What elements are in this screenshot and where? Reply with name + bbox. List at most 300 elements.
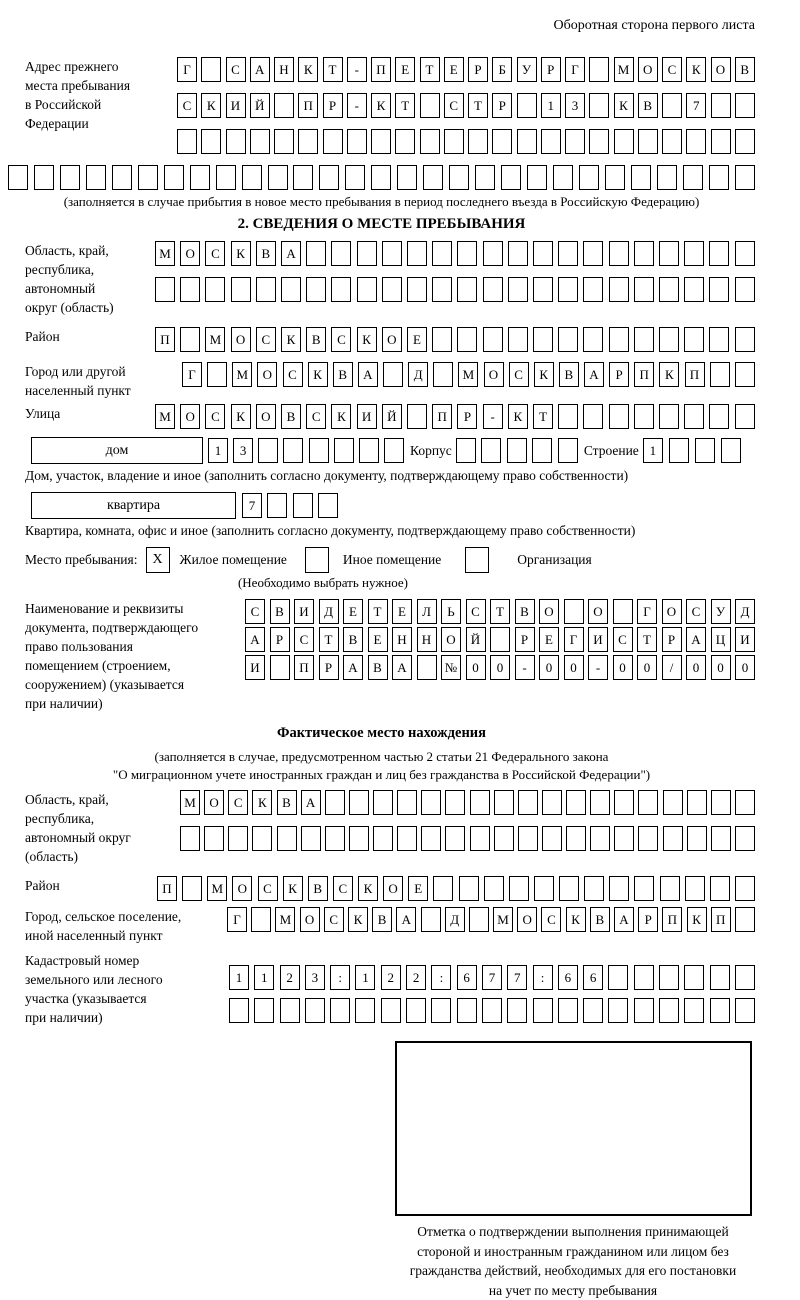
grid-cell[interactable] bbox=[659, 327, 679, 352]
grid-cell[interactable] bbox=[684, 404, 704, 429]
grid-cell[interactable]: 6 bbox=[583, 965, 603, 990]
grid-cell[interactable] bbox=[449, 165, 469, 190]
grid-cell[interactable] bbox=[470, 790, 490, 815]
grid-cell[interactable] bbox=[518, 826, 538, 851]
grid-cell[interactable] bbox=[445, 826, 465, 851]
grid-cell[interactable]: Р bbox=[319, 655, 339, 680]
grid-cell[interactable] bbox=[566, 790, 586, 815]
grid-cell[interactable] bbox=[204, 826, 224, 851]
grid-cell[interactable]: Т bbox=[637, 627, 657, 652]
grid-cell[interactable]: С bbox=[444, 93, 464, 118]
grid-cell[interactable]: Т bbox=[319, 627, 339, 652]
grid-cell[interactable]: К bbox=[659, 362, 679, 387]
grid-cell[interactable] bbox=[190, 165, 210, 190]
grid-cell[interactable]: 3 bbox=[565, 93, 585, 118]
grid-cell[interactable]: - bbox=[347, 57, 367, 82]
grid-cell[interactable]: И bbox=[588, 627, 608, 652]
grid-cell[interactable] bbox=[583, 998, 603, 1023]
grid-cell[interactable]: Т bbox=[368, 599, 388, 624]
grid-cell[interactable] bbox=[583, 241, 603, 266]
grid-cell[interactable]: : bbox=[533, 965, 553, 990]
grid-cell[interactable]: О bbox=[382, 327, 402, 352]
grid-cell[interactable]: 1 bbox=[229, 965, 249, 990]
apartment-type-field[interactable]: квартира bbox=[31, 492, 236, 519]
grid-cell[interactable] bbox=[711, 826, 731, 851]
grid-cell[interactable] bbox=[421, 790, 441, 815]
grid-cell[interactable]: И bbox=[294, 599, 314, 624]
grid-cell[interactable] bbox=[669, 438, 689, 463]
grid-cell[interactable]: Е bbox=[343, 599, 363, 624]
grid-cell[interactable]: : bbox=[431, 965, 451, 990]
grid-cell[interactable] bbox=[735, 129, 755, 154]
grid-cell[interactable] bbox=[533, 277, 553, 302]
grid-cell[interactable]: Е bbox=[408, 876, 428, 901]
grid-cell[interactable]: М bbox=[207, 876, 227, 901]
grid-cell[interactable] bbox=[433, 362, 453, 387]
grid-cell[interactable]: С bbox=[324, 907, 344, 932]
grid-cell[interactable]: К bbox=[331, 404, 351, 429]
grid-cell[interactable] bbox=[564, 599, 584, 624]
grid-cell[interactable] bbox=[558, 998, 578, 1023]
grid-cell[interactable]: А bbox=[301, 790, 321, 815]
grid-cell[interactable] bbox=[318, 493, 338, 518]
grid-cell[interactable]: Н bbox=[417, 627, 437, 652]
grid-cell[interactable] bbox=[432, 327, 452, 352]
grid-cell[interactable] bbox=[331, 277, 351, 302]
grid-cell[interactable]: В bbox=[333, 362, 353, 387]
grid-cell[interactable]: - bbox=[347, 93, 367, 118]
grid-cell[interactable]: А bbox=[343, 655, 363, 680]
grid-cell[interactable] bbox=[558, 438, 578, 463]
grid-cell[interactable] bbox=[433, 876, 453, 901]
grid-cell[interactable] bbox=[517, 129, 537, 154]
grid-cell[interactable]: О bbox=[257, 362, 277, 387]
grid-cell[interactable]: О bbox=[484, 362, 504, 387]
grid-cell[interactable] bbox=[270, 655, 290, 680]
grid-cell[interactable] bbox=[662, 93, 682, 118]
grid-cell[interactable]: В bbox=[281, 404, 301, 429]
grid-cell[interactable] bbox=[711, 129, 731, 154]
grid-cell[interactable]: У bbox=[711, 599, 731, 624]
grid-cell[interactable]: 6 bbox=[558, 965, 578, 990]
grid-cell[interactable] bbox=[373, 790, 393, 815]
grid-cell[interactable] bbox=[281, 277, 301, 302]
grid-cell[interactable] bbox=[331, 241, 351, 266]
grid-cell[interactable] bbox=[325, 790, 345, 815]
grid-cell[interactable] bbox=[384, 438, 404, 463]
grid-cell[interactable] bbox=[533, 241, 553, 266]
grid-cell[interactable] bbox=[226, 129, 246, 154]
house-type-field[interactable]: дом bbox=[31, 437, 203, 464]
grid-cell[interactable] bbox=[584, 876, 604, 901]
grid-cell[interactable] bbox=[710, 965, 730, 990]
grid-cell[interactable]: В bbox=[306, 327, 326, 352]
grid-cell[interactable]: О bbox=[441, 627, 461, 652]
grid-cell[interactable]: В bbox=[735, 57, 755, 82]
grid-cell[interactable] bbox=[735, 907, 755, 932]
grid-cell[interactable]: К bbox=[358, 876, 378, 901]
grid-cell[interactable] bbox=[541, 129, 561, 154]
grid-cell[interactable] bbox=[421, 907, 441, 932]
grid-cell[interactable]: П bbox=[157, 876, 177, 901]
grid-cell[interactable] bbox=[407, 404, 427, 429]
grid-cell[interactable]: О bbox=[662, 599, 682, 624]
grid-cell[interactable] bbox=[469, 907, 489, 932]
grid-cell[interactable]: О bbox=[588, 599, 608, 624]
grid-cell[interactable] bbox=[735, 965, 755, 990]
grid-cell[interactable]: 0 bbox=[613, 655, 633, 680]
grid-cell[interactable]: Р bbox=[515, 627, 535, 652]
grid-cell[interactable]: К bbox=[614, 93, 634, 118]
grid-cell[interactable] bbox=[605, 165, 625, 190]
grid-cell[interactable]: 1 bbox=[254, 965, 274, 990]
grid-cell[interactable] bbox=[614, 129, 634, 154]
grid-cell[interactable] bbox=[309, 438, 329, 463]
grid-cell[interactable] bbox=[490, 627, 510, 652]
grid-cell[interactable]: С bbox=[466, 599, 486, 624]
grid-cell[interactable]: 1 bbox=[541, 93, 561, 118]
grid-cell[interactable] bbox=[164, 165, 184, 190]
grid-cell[interactable] bbox=[559, 876, 579, 901]
grid-cell[interactable]: 6 bbox=[457, 965, 477, 990]
grid-cell[interactable]: В bbox=[638, 93, 658, 118]
grid-cell[interactable]: К bbox=[508, 404, 528, 429]
grid-cell[interactable] bbox=[566, 826, 586, 851]
grid-cell[interactable] bbox=[609, 876, 629, 901]
grid-cell[interactable] bbox=[711, 790, 731, 815]
grid-cell[interactable] bbox=[534, 876, 554, 901]
grid-cell[interactable]: К bbox=[687, 907, 707, 932]
grid-cell[interactable]: Н bbox=[274, 57, 294, 82]
grid-cell[interactable] bbox=[579, 165, 599, 190]
grid-cell[interactable] bbox=[709, 404, 729, 429]
grid-cell[interactable]: М bbox=[458, 362, 478, 387]
grid-cell[interactable] bbox=[659, 998, 679, 1023]
grid-cell[interactable] bbox=[457, 998, 477, 1023]
grid-cell[interactable] bbox=[306, 241, 326, 266]
grid-cell[interactable]: А bbox=[686, 627, 706, 652]
grid-cell[interactable]: С bbox=[228, 790, 248, 815]
grid-cell[interactable] bbox=[509, 876, 529, 901]
grid-cell[interactable] bbox=[553, 165, 573, 190]
grid-cell[interactable]: Е bbox=[395, 57, 415, 82]
grid-cell[interactable] bbox=[301, 826, 321, 851]
grid-cell[interactable]: В bbox=[270, 599, 290, 624]
grid-cell[interactable]: 0 bbox=[466, 655, 486, 680]
grid-cell[interactable] bbox=[483, 241, 503, 266]
grid-cell[interactable]: 7 bbox=[482, 965, 502, 990]
grid-cell[interactable]: С bbox=[256, 327, 276, 352]
grid-cell[interactable] bbox=[481, 438, 501, 463]
grid-cell[interactable]: О bbox=[204, 790, 224, 815]
grid-cell[interactable] bbox=[256, 277, 276, 302]
grid-cell[interactable] bbox=[382, 241, 402, 266]
grid-cell[interactable]: М bbox=[180, 790, 200, 815]
grid-cell[interactable] bbox=[201, 129, 221, 154]
grid-cell[interactable] bbox=[283, 438, 303, 463]
grid-cell[interactable]: С bbox=[331, 327, 351, 352]
grid-cell[interactable]: И bbox=[226, 93, 246, 118]
grid-cell[interactable] bbox=[359, 438, 379, 463]
grid-cell[interactable]: А bbox=[396, 907, 416, 932]
grid-cell[interactable]: Т bbox=[468, 93, 488, 118]
grid-cell[interactable]: Р bbox=[541, 57, 561, 82]
grid-cell[interactable]: М bbox=[275, 907, 295, 932]
grid-cell[interactable] bbox=[687, 826, 707, 851]
grid-cell[interactable]: А bbox=[358, 362, 378, 387]
grid-cell[interactable] bbox=[684, 965, 704, 990]
grid-cell[interactable]: М bbox=[493, 907, 513, 932]
grid-cell[interactable]: А bbox=[584, 362, 604, 387]
grid-cell[interactable]: № bbox=[441, 655, 461, 680]
grid-cell[interactable] bbox=[508, 327, 528, 352]
grid-cell[interactable]: 7 bbox=[686, 93, 706, 118]
grid-cell[interactable] bbox=[558, 241, 578, 266]
grid-cell[interactable] bbox=[589, 93, 609, 118]
grid-cell[interactable]: К bbox=[686, 57, 706, 82]
grid-cell[interactable] bbox=[735, 277, 755, 302]
grid-cell[interactable] bbox=[527, 165, 547, 190]
grid-cell[interactable] bbox=[470, 826, 490, 851]
grid-cell[interactable] bbox=[659, 241, 679, 266]
grid-cell[interactable]: 3 bbox=[233, 438, 253, 463]
grid-cell[interactable] bbox=[583, 277, 603, 302]
grid-cell[interactable] bbox=[383, 362, 403, 387]
grid-cell[interactable] bbox=[397, 165, 417, 190]
grid-cell[interactable] bbox=[34, 165, 54, 190]
grid-cell[interactable]: Д bbox=[735, 599, 755, 624]
grid-cell[interactable]: А bbox=[392, 655, 412, 680]
grid-cell[interactable]: Н bbox=[392, 627, 412, 652]
grid-cell[interactable] bbox=[330, 998, 350, 1023]
grid-cell[interactable] bbox=[709, 165, 729, 190]
grid-cell[interactable] bbox=[483, 277, 503, 302]
grid-cell[interactable]: О bbox=[232, 876, 252, 901]
grid-cell[interactable] bbox=[60, 165, 80, 190]
grid-cell[interactable] bbox=[483, 327, 503, 352]
grid-cell[interactable]: 1 bbox=[355, 965, 375, 990]
grid-cell[interactable]: К bbox=[201, 93, 221, 118]
grid-cell[interactable]: Р bbox=[662, 627, 682, 652]
grid-cell[interactable] bbox=[494, 790, 514, 815]
grid-cell[interactable] bbox=[421, 826, 441, 851]
grid-cell[interactable] bbox=[456, 438, 476, 463]
grid-cell[interactable] bbox=[590, 790, 610, 815]
grid-cell[interactable]: С bbox=[226, 57, 246, 82]
grid-cell[interactable]: Г bbox=[565, 57, 585, 82]
grid-cell[interactable] bbox=[228, 826, 248, 851]
grid-cell[interactable] bbox=[614, 826, 634, 851]
grid-cell[interactable]: П bbox=[662, 907, 682, 932]
grid-cell[interactable] bbox=[201, 57, 221, 82]
grid-cell[interactable] bbox=[155, 277, 175, 302]
grid-cell[interactable] bbox=[533, 998, 553, 1023]
grid-cell[interactable]: С bbox=[205, 404, 225, 429]
grid-cell[interactable]: С bbox=[177, 93, 197, 118]
grid-cell[interactable] bbox=[508, 241, 528, 266]
grid-cell[interactable]: А bbox=[245, 627, 265, 652]
grid-cell[interactable]: С bbox=[294, 627, 314, 652]
grid-cell[interactable] bbox=[112, 165, 132, 190]
grid-cell[interactable] bbox=[86, 165, 106, 190]
grid-cell[interactable]: Д bbox=[445, 907, 465, 932]
grid-cell[interactable]: В bbox=[559, 362, 579, 387]
grid-cell[interactable]: Р bbox=[609, 362, 629, 387]
grid-cell[interactable] bbox=[252, 826, 272, 851]
grid-cell[interactable] bbox=[397, 826, 417, 851]
grid-cell[interactable]: П bbox=[685, 362, 705, 387]
grid-cell[interactable]: К bbox=[566, 907, 586, 932]
grid-cell[interactable]: С bbox=[205, 241, 225, 266]
grid-cell[interactable] bbox=[494, 826, 514, 851]
grid-cell[interactable] bbox=[492, 129, 512, 154]
grid-cell[interactable] bbox=[357, 277, 377, 302]
grid-cell[interactable] bbox=[420, 129, 440, 154]
grid-cell[interactable] bbox=[501, 165, 521, 190]
grid-cell[interactable] bbox=[684, 277, 704, 302]
grid-cell[interactable] bbox=[298, 129, 318, 154]
grid-cell[interactable] bbox=[216, 165, 236, 190]
grid-cell[interactable]: Е bbox=[392, 599, 412, 624]
grid-cell[interactable] bbox=[334, 438, 354, 463]
grid-cell[interactable] bbox=[305, 998, 325, 1023]
grid-cell[interactable]: Т bbox=[490, 599, 510, 624]
grid-cell[interactable]: Е bbox=[368, 627, 388, 652]
grid-cell[interactable]: Г bbox=[564, 627, 584, 652]
grid-cell[interactable] bbox=[634, 241, 654, 266]
grid-cell[interactable] bbox=[229, 998, 249, 1023]
grid-cell[interactable]: Е bbox=[539, 627, 559, 652]
grid-cell[interactable] bbox=[709, 277, 729, 302]
grid-cell[interactable]: К bbox=[534, 362, 554, 387]
grid-cell[interactable] bbox=[457, 327, 477, 352]
grid-cell[interactable] bbox=[634, 327, 654, 352]
grid-cell[interactable] bbox=[349, 826, 369, 851]
grid-cell[interactable] bbox=[507, 998, 527, 1023]
grid-cell[interactable] bbox=[407, 277, 427, 302]
grid-cell[interactable] bbox=[634, 998, 654, 1023]
grid-cell[interactable] bbox=[609, 327, 629, 352]
grid-cell[interactable] bbox=[659, 277, 679, 302]
grid-cell[interactable] bbox=[735, 165, 755, 190]
grid-cell[interactable]: Д bbox=[319, 599, 339, 624]
grid-cell[interactable] bbox=[251, 907, 271, 932]
grid-cell[interactable]: О bbox=[300, 907, 320, 932]
grid-cell[interactable] bbox=[345, 165, 365, 190]
grid-cell[interactable] bbox=[475, 165, 495, 190]
grid-cell[interactable]: К bbox=[357, 327, 377, 352]
grid-cell[interactable]: С bbox=[306, 404, 326, 429]
grid-cell[interactable] bbox=[609, 241, 629, 266]
grid-cell[interactable] bbox=[277, 826, 297, 851]
grid-cell[interactable] bbox=[274, 93, 294, 118]
grid-cell[interactable] bbox=[542, 826, 562, 851]
grid-cell[interactable] bbox=[373, 826, 393, 851]
grid-cell[interactable]: А bbox=[250, 57, 270, 82]
grid-cell[interactable]: К bbox=[231, 241, 251, 266]
grid-cell[interactable] bbox=[423, 165, 443, 190]
grid-cell[interactable] bbox=[280, 998, 300, 1023]
grid-cell[interactable] bbox=[431, 998, 451, 1023]
grid-cell[interactable] bbox=[371, 165, 391, 190]
grid-cell[interactable]: П bbox=[432, 404, 452, 429]
grid-cell[interactable]: 2 bbox=[406, 965, 426, 990]
grid-cell[interactable]: А bbox=[614, 907, 634, 932]
grid-cell[interactable]: С bbox=[541, 907, 561, 932]
grid-cell[interactable]: 0 bbox=[735, 655, 755, 680]
grid-cell[interactable]: Е bbox=[407, 327, 427, 352]
grid-cell[interactable]: К bbox=[231, 404, 251, 429]
grid-cell[interactable] bbox=[381, 998, 401, 1023]
grid-cell[interactable]: В bbox=[277, 790, 297, 815]
grid-cell[interactable] bbox=[735, 93, 755, 118]
grid-cell[interactable] bbox=[445, 790, 465, 815]
grid-cell[interactable] bbox=[735, 998, 755, 1023]
grid-cell[interactable]: О bbox=[180, 404, 200, 429]
grid-cell[interactable] bbox=[710, 876, 730, 901]
grid-cell[interactable] bbox=[735, 241, 755, 266]
grid-cell[interactable] bbox=[432, 241, 452, 266]
grid-cell[interactable] bbox=[608, 965, 628, 990]
grid-cell[interactable] bbox=[638, 826, 658, 851]
grid-cell[interactable] bbox=[518, 790, 538, 815]
grid-cell[interactable] bbox=[355, 998, 375, 1023]
grid-cell[interactable] bbox=[267, 493, 287, 518]
grid-cell[interactable] bbox=[609, 404, 629, 429]
grid-cell[interactable] bbox=[397, 790, 417, 815]
grid-cell[interactable]: С bbox=[245, 599, 265, 624]
grid-cell[interactable] bbox=[565, 129, 585, 154]
checkbox-organization[interactable] bbox=[465, 547, 489, 573]
grid-cell[interactable]: Г bbox=[227, 907, 247, 932]
grid-cell[interactable]: Б bbox=[492, 57, 512, 82]
grid-cell[interactable]: Т bbox=[323, 57, 343, 82]
grid-cell[interactable]: 0 bbox=[637, 655, 657, 680]
grid-cell[interactable]: С bbox=[333, 876, 353, 901]
grid-cell[interactable] bbox=[590, 826, 610, 851]
grid-cell[interactable] bbox=[268, 165, 288, 190]
grid-cell[interactable] bbox=[482, 998, 502, 1023]
grid-cell[interactable]: В bbox=[372, 907, 392, 932]
grid-cell[interactable] bbox=[634, 404, 654, 429]
grid-cell[interactable] bbox=[432, 277, 452, 302]
grid-cell[interactable] bbox=[583, 404, 603, 429]
grid-cell[interactable]: П bbox=[155, 327, 175, 352]
grid-cell[interactable] bbox=[420, 93, 440, 118]
grid-cell[interactable]: К bbox=[371, 93, 391, 118]
grid-cell[interactable]: : bbox=[330, 965, 350, 990]
grid-cell[interactable] bbox=[589, 129, 609, 154]
grid-cell[interactable]: 0 bbox=[564, 655, 584, 680]
grid-cell[interactable] bbox=[182, 876, 202, 901]
grid-cell[interactable]: / bbox=[662, 655, 682, 680]
grid-cell[interactable]: Й bbox=[466, 627, 486, 652]
grid-cell[interactable]: С bbox=[509, 362, 529, 387]
grid-cell[interactable]: - bbox=[515, 655, 535, 680]
grid-cell[interactable] bbox=[614, 790, 634, 815]
grid-cell[interactable] bbox=[293, 165, 313, 190]
grid-cell[interactable] bbox=[695, 438, 715, 463]
grid-cell[interactable] bbox=[558, 277, 578, 302]
grid-cell[interactable] bbox=[663, 790, 683, 815]
grid-cell[interactable]: Р bbox=[638, 907, 658, 932]
grid-cell[interactable] bbox=[686, 129, 706, 154]
grid-cell[interactable]: М bbox=[155, 241, 175, 266]
grid-cell[interactable] bbox=[687, 790, 707, 815]
grid-cell[interactable]: 7 bbox=[242, 493, 262, 518]
grid-cell[interactable]: 2 bbox=[280, 965, 300, 990]
grid-cell[interactable]: Ц bbox=[711, 627, 731, 652]
